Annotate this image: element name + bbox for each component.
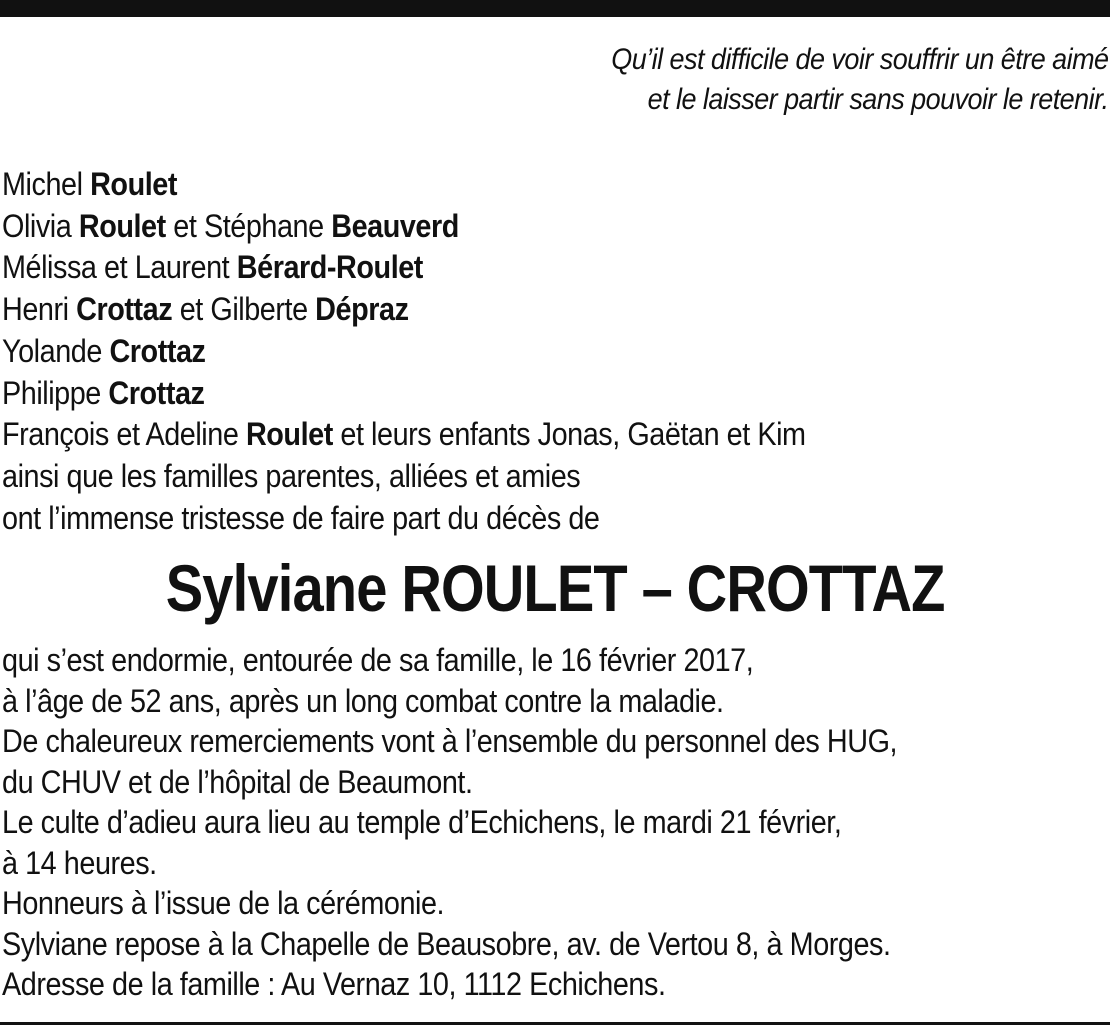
epigraph <box>611 40 1108 120</box>
notice-line: Adresse de la famille : Au Vernaz 10, 1112 Echichens. <box>2 966 666 1002</box>
bottom-rule <box>0 1022 1110 1025</box>
family-surname: Crottaz <box>109 332 206 369</box>
family-line <box>2 456 806 498</box>
family-text: Michel <box>2 166 91 202</box>
top-rule <box>0 0 1110 17</box>
family-text: Yolande <box>2 332 110 369</box>
family-surname: Beauverd <box>331 207 459 244</box>
family-text: Olivia <box>2 207 79 244</box>
notice-body <box>2 640 897 1005</box>
notice-line: Honneurs à l’issue de la cérémonie. <box>2 885 445 921</box>
family-text: et Gilberte <box>172 291 316 328</box>
family-surname: Crottaz <box>76 291 173 328</box>
deceased-name-text: Sylviane ROULET – CROTTAZ <box>165 551 945 625</box>
family-text: François et Adeline <box>2 416 246 453</box>
family-text: Philippe <box>2 374 109 411</box>
notice-line: Sylviane repose à la Chapelle de Beausobre, av. de Vertou 8, à Morges. <box>2 925 891 962</box>
family-text: ont l’immense tristesse de faire part du décès de <box>2 499 600 536</box>
family-line <box>2 498 806 540</box>
family-text: ainsi que les familles parentes, alliées et amies <box>2 457 581 494</box>
family-line <box>2 373 806 415</box>
epigraph-line: Qu’il est difficile de voir souffrir un être aimé <box>610 43 1108 76</box>
family-surname: Roulet <box>245 416 333 453</box>
family-surname: Crottaz <box>108 374 205 411</box>
family-text: Henri <box>2 291 77 328</box>
notice-line: Le culte d’adieu aura lieu au temple d’Echichens, le mardi 21 février, <box>2 804 842 840</box>
family-line <box>2 164 806 206</box>
family-line <box>2 247 806 289</box>
notice-line: De chaleureux remerciements vont à l’ensemble du personnel des HUG, <box>2 723 898 759</box>
family-surname: Roulet <box>78 207 166 244</box>
family-line <box>2 206 806 248</box>
family-surname: Roulet <box>90 166 177 202</box>
notice-line: qui s’est endormie, entourée de sa famille, le 16 février 2017, <box>2 642 754 678</box>
deceased-name <box>0 553 1110 623</box>
family-surname: Dépraz <box>315 291 409 328</box>
family-line <box>2 331 806 373</box>
notice-line: à 14 heures. <box>2 844 157 881</box>
family-text: et Stéphane <box>165 207 332 244</box>
family-line <box>2 289 806 331</box>
family-line <box>2 414 806 456</box>
family-surname: Bérard-Roulet <box>236 249 423 286</box>
epigraph-line: et le laisser partir sans pouvoir le retenir. <box>647 83 1108 116</box>
notice-line: du CHUV et de l’hôpital de Beaumont. <box>2 763 473 800</box>
family-text: et leurs enfants Jonas, Gaëtan et Kim <box>332 416 806 453</box>
family-text: Mélissa et Laurent <box>2 249 237 286</box>
notice-line: à l’âge de 52 ans, après un long combat contre la maladie. <box>2 682 724 719</box>
family-list <box>2 164 806 539</box>
